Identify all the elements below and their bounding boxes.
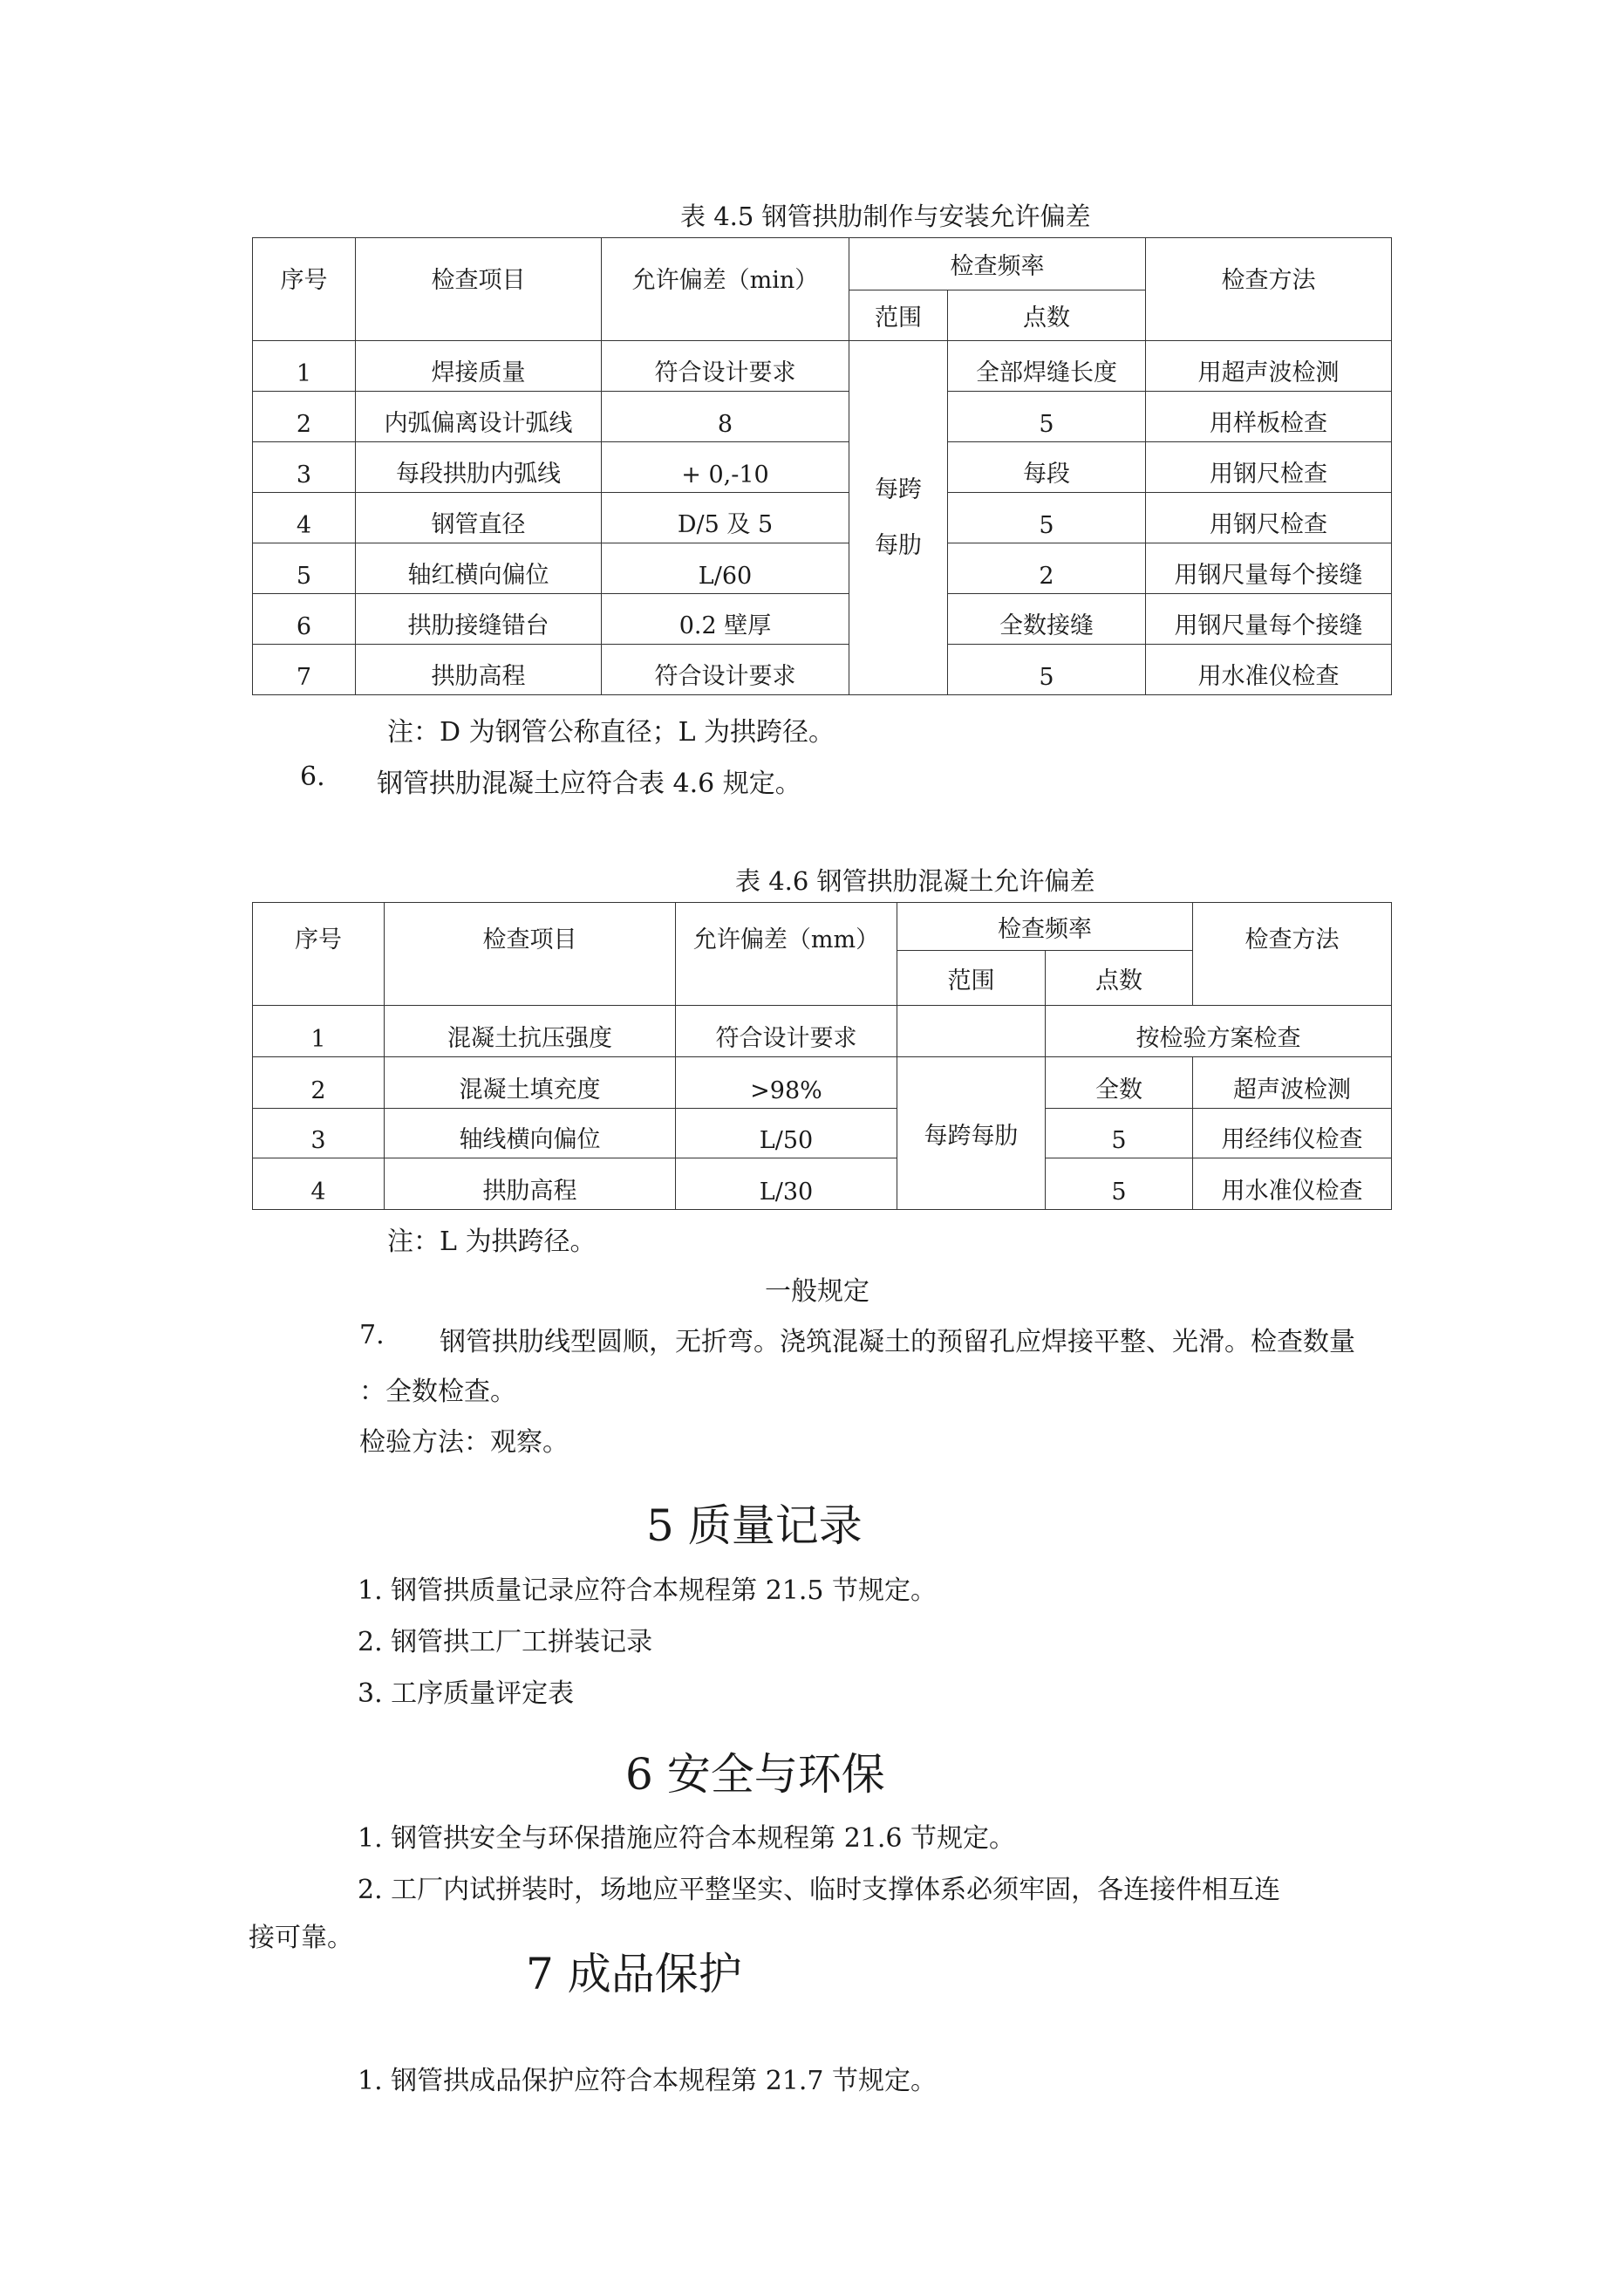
- table-4-5: [252, 237, 1392, 695]
- cell-seq: 4: [253, 493, 356, 543]
- header-range: 范围: [897, 951, 1046, 1006]
- range-line-1: 每跨: [875, 475, 922, 503]
- cell-item: 拱肋接缝错台: [356, 594, 602, 645]
- cell-points: 5: [1046, 1158, 1193, 1210]
- inspection-method: 检验方法：观察。: [359, 1427, 569, 1458]
- section-6-item-1: 1. 钢管拱安全与环保措施应符合本规程第 21.6 节规定。: [358, 1823, 1016, 1854]
- cell-item: 每段拱肋内弧线: [356, 442, 602, 493]
- cell-points: 全部焊缝长度: [948, 341, 1146, 392]
- cell-method: 用水准仪检查: [1193, 1158, 1392, 1210]
- table-row: [253, 392, 1392, 442]
- table-4-6-note: 注：L 为拱跨径。: [387, 1227, 597, 1257]
- cell-item: 拱肋高程: [385, 1158, 676, 1210]
- cell-item: 内弧偏离设计弧线: [356, 392, 602, 442]
- section-5-title: 5 质量记录: [646, 1500, 863, 1551]
- cell-tolerance: + 0,-10: [602, 442, 849, 493]
- cell-item: 混凝土抗压强度: [385, 1006, 676, 1057]
- cell-seq: 3: [253, 1109, 385, 1158]
- cell-item: 焊接质量: [356, 341, 602, 392]
- cell-seq: 7: [253, 645, 356, 695]
- cell-points: 5: [948, 392, 1146, 442]
- header-item: 检查项目: [385, 903, 676, 1006]
- header-method: 检查方法: [1146, 238, 1392, 341]
- cell-item: 钢管直径: [356, 493, 602, 543]
- cell-item: 拱肋高程: [356, 645, 602, 695]
- cell-tolerance: 符合设计要求: [676, 1006, 897, 1057]
- para-6-text: 钢管拱肋混凝土应符合表 4.6 规定。: [377, 769, 801, 799]
- header-tolerance: 允许偏差（min）: [602, 238, 849, 341]
- cell-method: 用水准仪检查: [1146, 645, 1392, 695]
- cell-tolerance: >98%: [676, 1057, 897, 1109]
- table-4-5-caption: 表 4.5 钢管拱肋制作与安装允许偏差: [680, 202, 1091, 231]
- cell-points: 5: [948, 493, 1146, 543]
- cell-seq: 2: [253, 1057, 385, 1109]
- table-4-6: [252, 902, 1392, 1210]
- header-range: 范围: [849, 290, 948, 341]
- section-6-item-2-line-2: 接可靠。: [249, 1923, 353, 1953]
- section-6-item-2-line-1: 2. 工厂内试拼装时，场地应平整坚实、临时支撑体系必须牢固，各连接件相互连: [358, 1875, 1281, 1905]
- table-row: [253, 543, 1392, 594]
- header-frequency: 检查频率: [897, 903, 1193, 951]
- header-item: 检查项目: [356, 238, 602, 341]
- table-row: [253, 341, 1392, 392]
- table-row: [253, 1158, 1392, 1210]
- section-6-title: 6 安全与环保: [625, 1749, 885, 1800]
- cell-range-merged: 每跨每肋: [897, 1057, 1046, 1210]
- table-row: [253, 594, 1392, 645]
- cell-item: 混凝土填充度: [385, 1057, 676, 1109]
- section-7-item-1: 1. 钢管拱成品保护应符合本规程第 21.7 节规定。: [358, 2066, 938, 2096]
- section-5-item: 1. 钢管拱质量记录应符合本规程第 21.5 节规定。: [358, 1575, 938, 1606]
- cell-tolerance: 符合设计要求: [602, 645, 849, 695]
- cell-method: 用钢尺检查: [1146, 442, 1392, 493]
- cell-tolerance: L/50: [676, 1109, 897, 1158]
- section-5-item: 3. 工序质量评定表: [358, 1678, 575, 1709]
- cell-points: 全数接缝: [948, 594, 1146, 645]
- header-points: 点数: [948, 290, 1146, 341]
- header-seq: 序号: [253, 238, 356, 341]
- range-line-2: 每肋: [875, 531, 922, 559]
- section-7-title: 7 成品保护: [526, 1949, 742, 1999]
- cell-tolerance: D/5 及 5: [602, 493, 849, 543]
- cell-range-merged: [849, 341, 948, 695]
- cell-seq: 2: [253, 392, 356, 442]
- cell-seq: 5: [253, 543, 356, 594]
- cell-tolerance: 0.2 壁厚: [602, 594, 849, 645]
- cell-method: 用钢尺量每个接缝: [1146, 543, 1392, 594]
- header-tolerance: 允许偏差（mm）: [676, 903, 897, 1006]
- cell-method: 用超声波检测: [1146, 341, 1392, 392]
- table-4-5-note: 注：D 为钢管公称直径；L 为拱跨径。: [387, 717, 835, 748]
- cell-method: 用钢尺检查: [1146, 493, 1392, 543]
- table-row: [253, 1006, 1392, 1057]
- table-row: [253, 645, 1392, 695]
- cell-method: 用样板检查: [1146, 392, 1392, 442]
- table-row: [253, 493, 1392, 543]
- cell-seq: 3: [253, 442, 356, 493]
- cell-seq: 6: [253, 594, 356, 645]
- cell-points: 全数: [1046, 1057, 1193, 1109]
- cell-points: 5: [948, 645, 1146, 695]
- para-7-number: 7.: [359, 1320, 385, 1350]
- cell-tolerance: L/60: [602, 543, 849, 594]
- cell-seq: 1: [253, 341, 356, 392]
- cell-method: 用钢尺量每个接缝: [1146, 594, 1392, 645]
- cell-item: 轴红横向偏位: [356, 543, 602, 594]
- table-4-6-caption: 表 4.6 钢管拱肋混凝土允许偏差: [735, 866, 1095, 896]
- header-seq: 序号: [253, 903, 385, 1006]
- para-6-number: 6.: [300, 762, 325, 792]
- cell-method: 用经纬仪检查: [1193, 1109, 1392, 1158]
- section-5-item: 2. 钢管拱工厂工拼装记录: [358, 1627, 653, 1657]
- cell-tolerance: L/30: [676, 1158, 897, 1210]
- para-7-line-1: 钢管拱肋线型圆顺，无折弯。浇筑混凝土的预留孔应焊接平整、光滑。检查数量: [440, 1327, 1355, 1357]
- table-row: [253, 1057, 1392, 1109]
- header-frequency: 检查频率: [849, 238, 1146, 290]
- table-row: [253, 1109, 1392, 1158]
- general-title: 一般规定: [765, 1276, 869, 1307]
- cell-item: 轴线横向偏位: [385, 1109, 676, 1158]
- header-method: 检查方法: [1193, 903, 1392, 1006]
- table-row: [253, 442, 1392, 493]
- cell-points: 5: [1046, 1109, 1193, 1158]
- cell-points: 2: [948, 543, 1146, 594]
- header-points: 点数: [1046, 951, 1193, 1006]
- cell-range-empty: [897, 1006, 1046, 1057]
- cell-tolerance: 8: [602, 392, 849, 442]
- cell-points: 每段: [948, 442, 1146, 493]
- cell-seq: 1: [253, 1006, 385, 1057]
- para-7-line-2: ：全数检查。: [359, 1377, 516, 1407]
- cell-seq: 4: [253, 1158, 385, 1210]
- cell-points-method: 按检验方案检查: [1046, 1006, 1392, 1057]
- cell-method: 超声波检测: [1193, 1057, 1392, 1109]
- cell-tolerance: 符合设计要求: [602, 341, 849, 392]
